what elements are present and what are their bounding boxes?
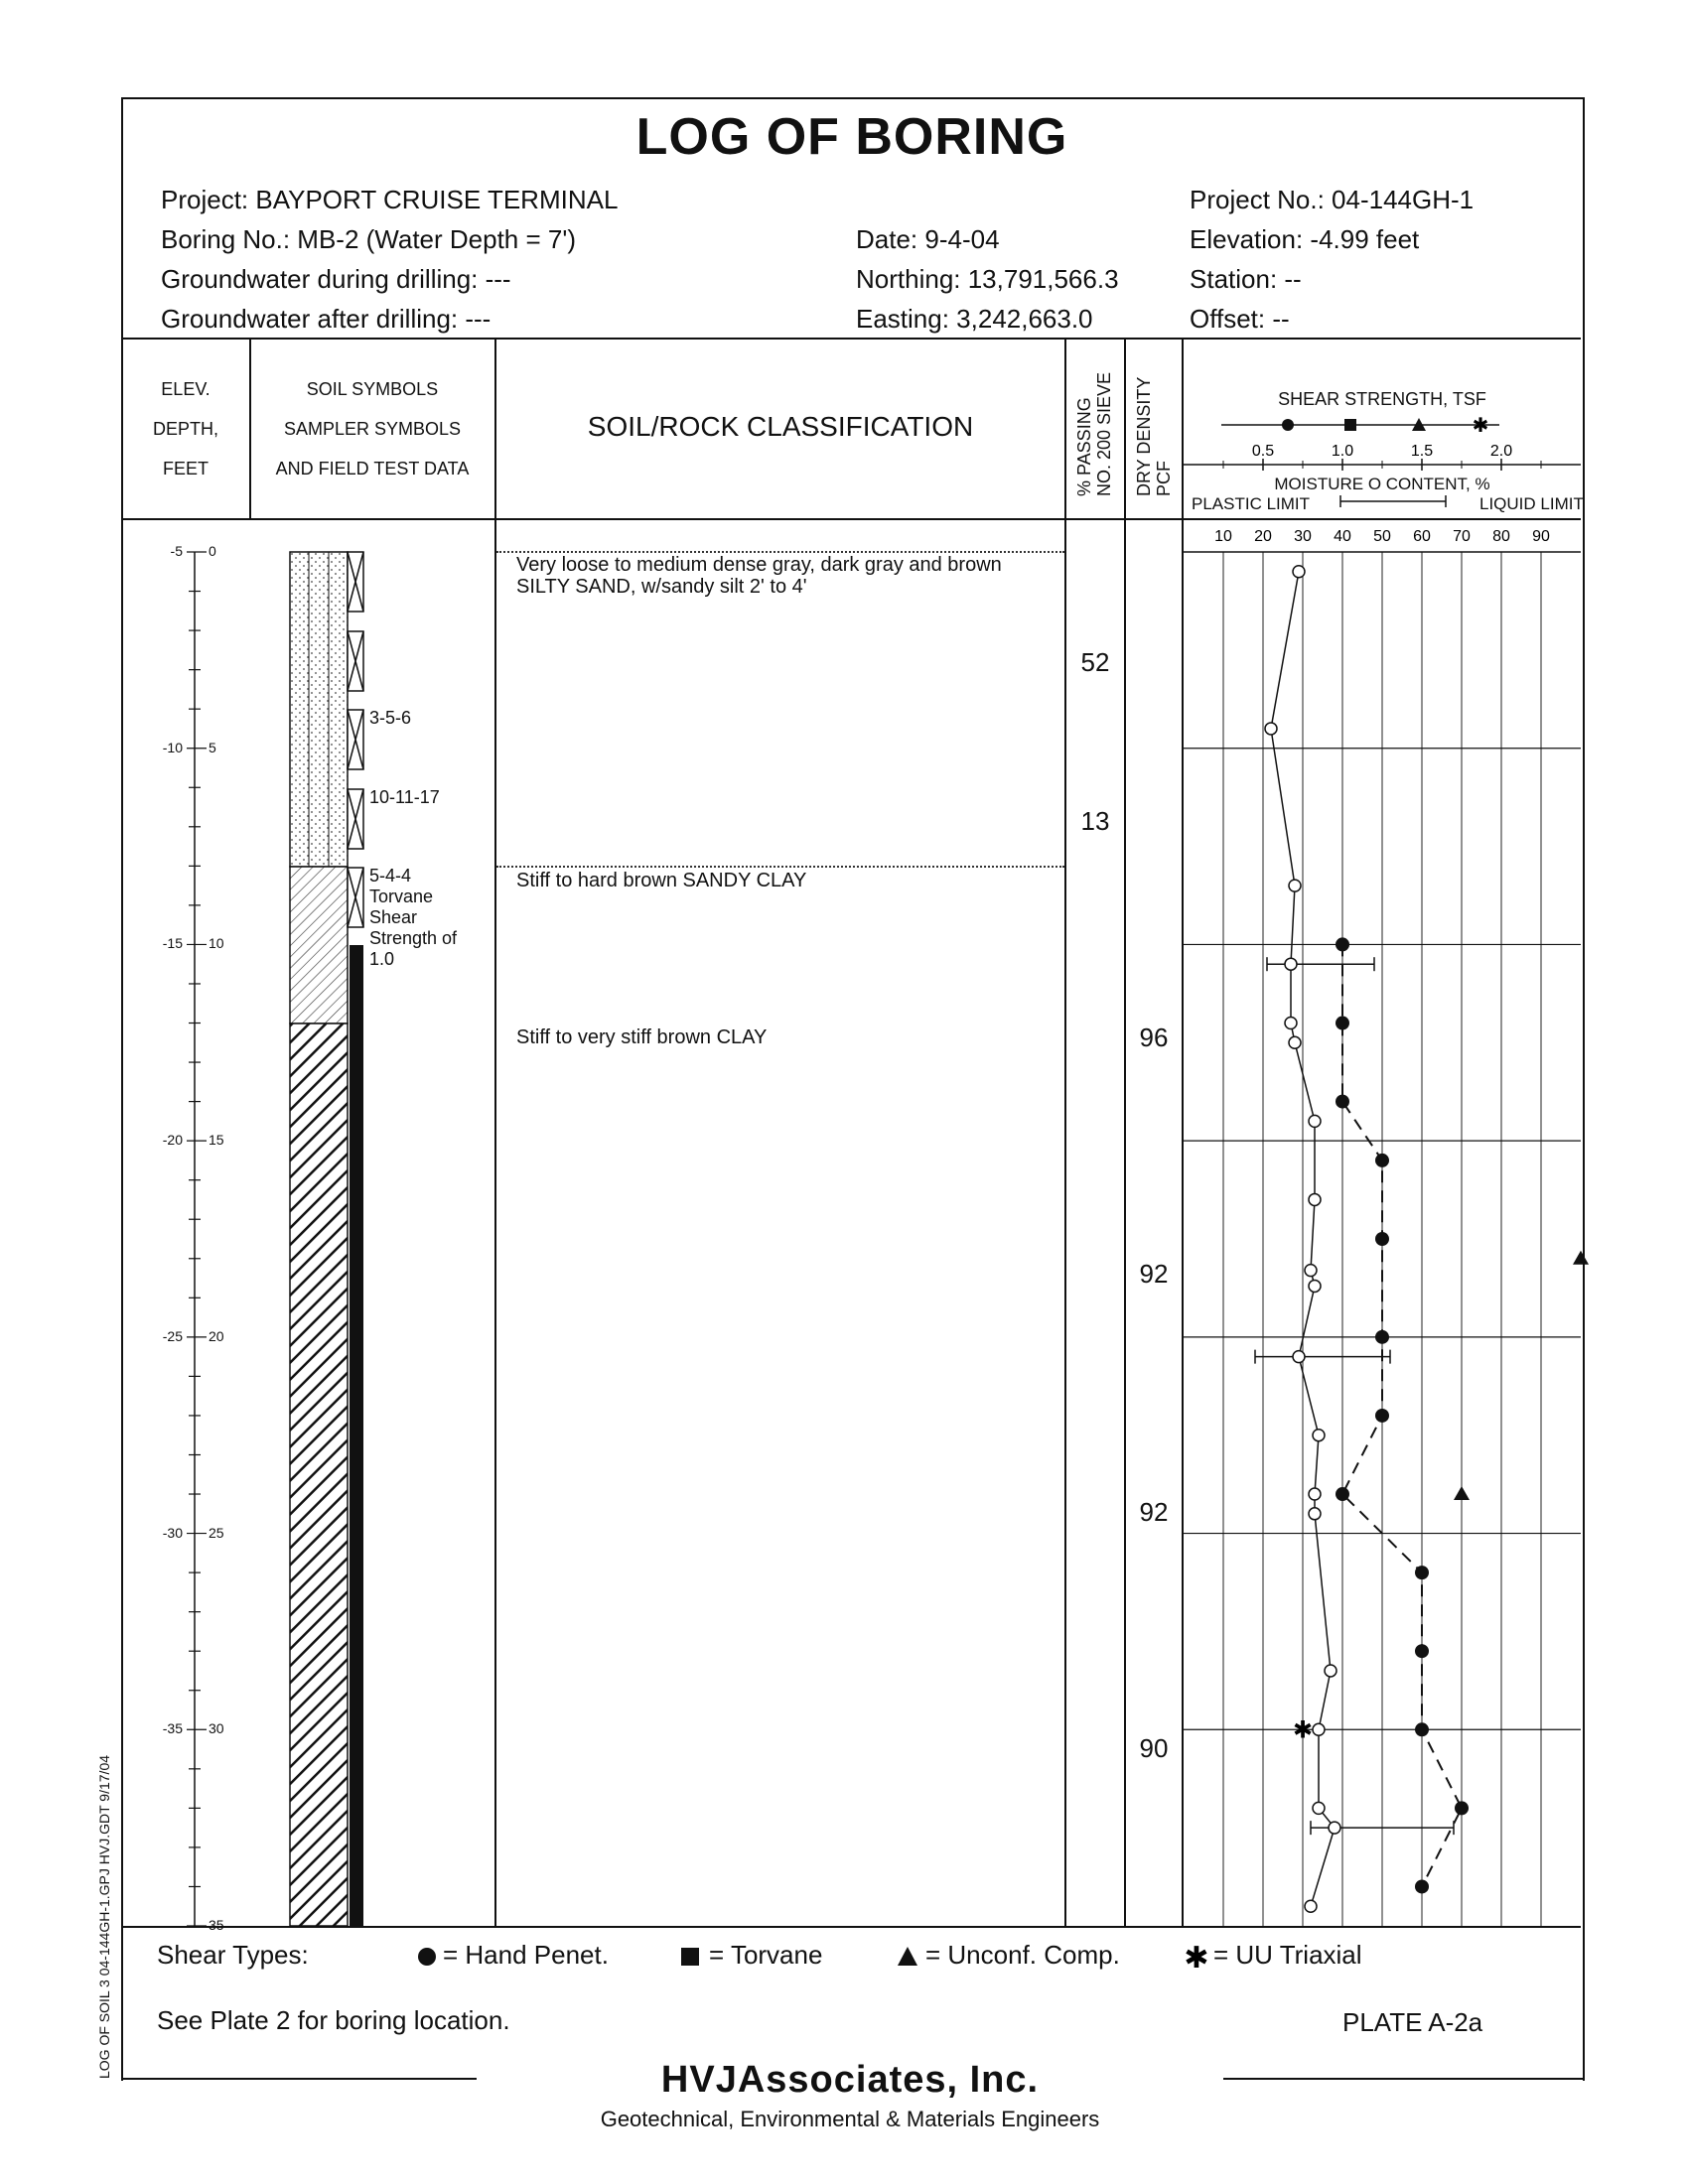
moisture-tick-label: 40 <box>1334 528 1351 545</box>
elevation-label: -35 <box>162 1720 183 1737</box>
depth-label: 25 <box>209 1524 224 1541</box>
field-test-5: Shear <box>369 907 418 927</box>
moisture-label: MOISTURE O CONTENT, % <box>1274 475 1490 493</box>
boring-no: Boring No.: MB-2 (Water Depth = 7') <box>161 224 576 254</box>
passing-value-1: 52 <box>1080 647 1110 677</box>
elev-header-line3: FEET <box>162 459 209 478</box>
depth-label: 0 <box>209 543 216 559</box>
dry-density-value-3: 92 <box>1139 1497 1169 1527</box>
legend-star-icon: ✱ <box>1184 1942 1209 1975</box>
dry-density-header-line1: DRY DENSITY <box>1134 376 1154 496</box>
legend-unconf: = Unconf. Comp. <box>925 1940 1120 1970</box>
symbols-header-line3: AND FIELD TEST DATA <box>275 459 470 478</box>
dry-density-value-4: 90 <box>1139 1733 1169 1763</box>
passing-value-2: 13 <box>1080 806 1110 836</box>
moisture-tick-label: 20 <box>1254 528 1272 545</box>
elevation-label: -5 <box>170 543 183 559</box>
passing-header-line1: % PASSING <box>1074 397 1094 496</box>
shear-tick-label: 1.0 <box>1331 443 1354 460</box>
side-file-text: LOG OF SOIL 3 04-144GH-1.GPJ HVJ.GDT 9/17/04 <box>96 1754 112 2079</box>
depth-label: 20 <box>209 1327 224 1344</box>
shear-tick-label: 1.5 <box>1410 443 1434 460</box>
field-test-3: 5-4-4 <box>369 866 412 886</box>
dry-density-header-line2: PCF <box>1154 461 1174 496</box>
description-silty-sand: Very loose to medium dense gray, dark gray and brown SILTY SAND, w/sandy silt 2' to 4' <box>516 554 1002 598</box>
field-test-2: 10-11-17 <box>369 787 440 807</box>
project-no: Project No.: 04-144GH-1 <box>1190 185 1475 214</box>
depth-label: 5 <box>209 739 216 755</box>
legend-uu: = UU Triaxial <box>1213 1940 1362 1970</box>
symbols-header-line1: SOIL SYMBOLS <box>306 379 439 399</box>
moisture-tick-label: 50 <box>1373 528 1391 545</box>
depth-label: 35 <box>209 1917 224 1933</box>
symbols-header-line2: SAMPLER SYMBOLS <box>283 419 462 439</box>
company-tagline: Geotechnical, Environmental & Materials Engineers <box>600 2107 1100 2131</box>
plastic-limit-label: PLASTIC LIMIT <box>1192 494 1311 513</box>
shear-strength-title: SHEAR STRENGTH, TSF <box>1278 389 1486 409</box>
legend-torvane: = Torvane <box>709 1940 823 1970</box>
depth-label: 10 <box>209 935 224 952</box>
elevation-label: -25 <box>162 1327 183 1344</box>
legend-square-icon <box>681 1948 699 1966</box>
dry-density-value-2: 92 <box>1139 1259 1169 1289</box>
classification-header: SOIL/ROCK CLASSIFICATION <box>587 411 974 442</box>
shear-tick-label: 0.5 <box>1251 443 1275 460</box>
legend-circle-icon <box>418 1948 436 1966</box>
elev-header-line1: ELEV. <box>161 379 211 399</box>
dry-density-value-1: 96 <box>1139 1023 1169 1052</box>
depth-label: 15 <box>209 1132 224 1149</box>
date: Date: 9-4-04 <box>856 224 1000 254</box>
shear-types-label: Shear Types: <box>157 1940 309 1970</box>
easting: Easting: 3,242,663.0 <box>856 304 1093 334</box>
station: Station: -- <box>1190 264 1302 294</box>
elev-header-line2: DEPTH, <box>152 419 218 439</box>
groundwater-after: Groundwater after drilling: --- <box>161 304 492 334</box>
elevation-label: -20 <box>162 1132 183 1149</box>
shear-tick-label: 2.0 <box>1489 443 1513 460</box>
elevation-label: -15 <box>162 935 183 952</box>
field-test-1: 3-5-6 <box>369 708 412 728</box>
project-name: Project: BAYPORT CRUISE TERMINAL <box>161 185 619 214</box>
company-logo: HVJAssociates, Inc. <box>660 2059 1040 2101</box>
liquid-limit-label: LIQUID LIMIT <box>1479 494 1584 513</box>
moisture-tick-label: 80 <box>1492 528 1510 545</box>
moisture-tick-label: 30 <box>1294 528 1312 545</box>
uu-triaxial-point: ✱ <box>1292 1716 1314 1744</box>
legend-triangle-icon <box>898 1947 917 1966</box>
northing: Northing: 13,791,566.3 <box>856 264 1119 294</box>
elevation-label: -10 <box>162 739 183 755</box>
elevation: Elevation: -4.99 feet <box>1190 224 1420 254</box>
see-plate-note: See Plate 2 for boring location. <box>157 2005 510 2035</box>
field-test-7: 1.0 <box>369 949 395 969</box>
description-sandy-clay: Stiff to hard brown SANDY CLAY <box>516 870 807 891</box>
field-test-6: Strength of <box>369 928 458 948</box>
moisture-tick-label: 60 <box>1413 528 1431 545</box>
elevation-label: -30 <box>162 1524 183 1541</box>
shear-legend-star: ✱ <box>1472 415 1489 437</box>
field-test-4: Torvane <box>369 887 434 906</box>
groundwater-during: Groundwater during drilling: --- <box>161 264 511 294</box>
plate-number: PLATE A-2a <box>1342 2007 1483 2037</box>
offset: Offset: -- <box>1190 304 1290 334</box>
moisture-tick-label: 10 <box>1214 528 1232 545</box>
description-clay: Stiff to very stiff brown CLAY <box>516 1026 768 1048</box>
passing-header-line2: NO. 200 SIEVE <box>1094 371 1114 496</box>
moisture-tick-label: 90 <box>1532 528 1550 545</box>
legend-hand-penet: = Hand Penet. <box>443 1940 609 1970</box>
depth-label: 30 <box>209 1720 224 1737</box>
page-title: LOG OF BORING <box>635 108 1068 166</box>
moisture-tick-label: 70 <box>1453 528 1471 545</box>
